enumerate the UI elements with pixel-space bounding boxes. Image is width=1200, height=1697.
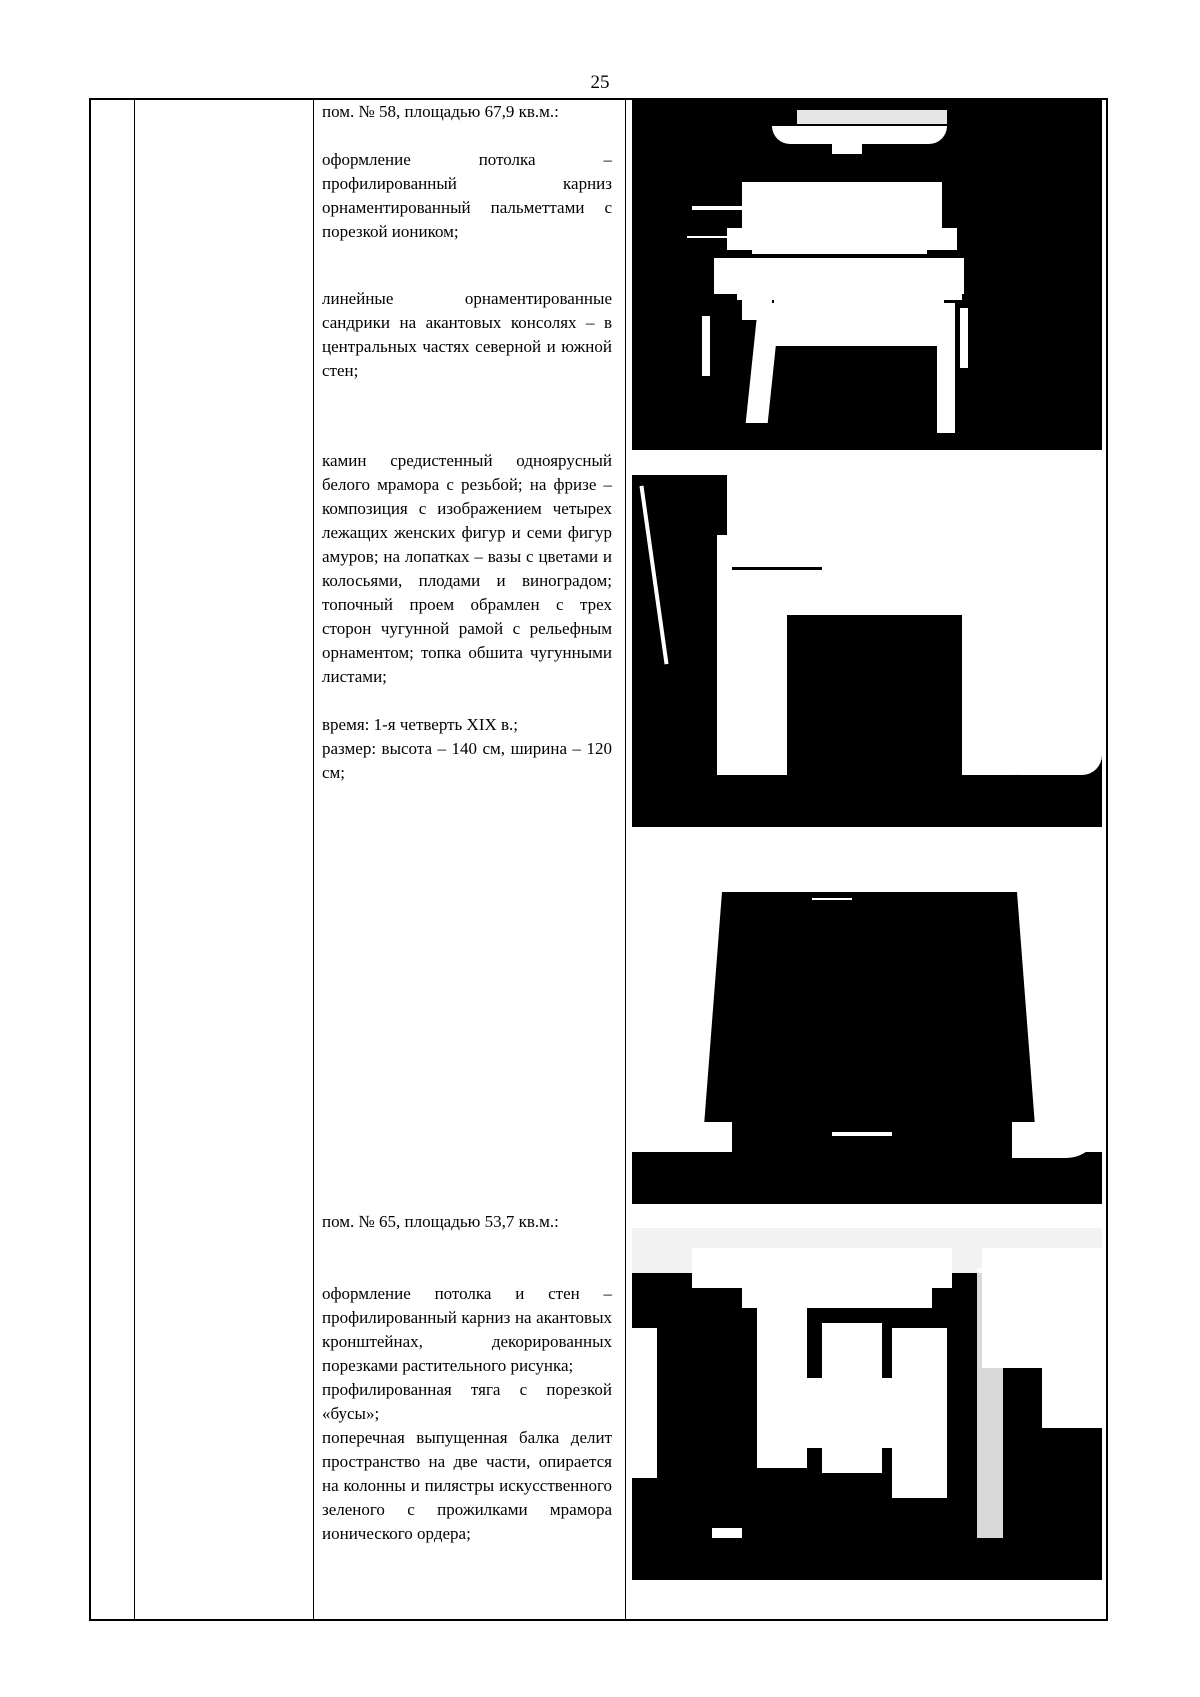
room58-sandriki-description: линейные орнаментированные сандрики на акантовых консолях – в центральных частях северной и южной стен; [322,289,612,380]
room58-fireplace-description: камин средистенный одноярусный белого мрамора с резьбой; на фризе – композиция с изображением четырех лежащих женских фигур и семи фигур амуров; на лопатках – вазы с цветами и колосьями, плодами и виноградом; топочный проем обрамлен с трех сторон чугунной рамой с рельефным орнаментом; топка обшита чугунными листами; [322,451,612,686]
room58-heading: пом. № 58, площадью 67,9 кв.м.: [322,102,559,121]
page-number: 25 [590,72,610,93]
room58-fireplace-time: время: 1-я четверть XIX в.; [322,715,519,734]
room58-ceiling-description: оформление потолка – профилированный карниз орнаментированный пальметтами с порезкой иоником; [322,150,612,241]
room65-molding-description: профилированная тяга с порезкой «бусы»; [322,1380,612,1423]
room65-interior-photo [632,1228,1102,1580]
column-divider-1 [134,100,135,1619]
column-divider-3 [625,100,626,1619]
room65-beam-description: поперечная выпущенная балка делит пространство на две части, опирается на колонны и пилястры искусственного зеленого с прожилками мрамора ионического ордера; [322,1428,612,1543]
room65-ceiling-description: оформление потолка и стен – профилированный карниз на акантовых кронштейнах, декорированных порезками растительного рисунка; [322,1284,612,1375]
room58-fireplace-photo-bottom [632,852,1102,1204]
room65-heading: пом. № 65, площадью 53,7 кв.м.: [322,1212,559,1231]
room58-fireplace-size: размер: высота – 140 см, ширина – 120 см; [322,739,612,782]
room58-fireplace-photo-top [632,475,1102,827]
column-divider-2 [313,100,314,1619]
room58-ceiling-photo [632,98,1102,450]
